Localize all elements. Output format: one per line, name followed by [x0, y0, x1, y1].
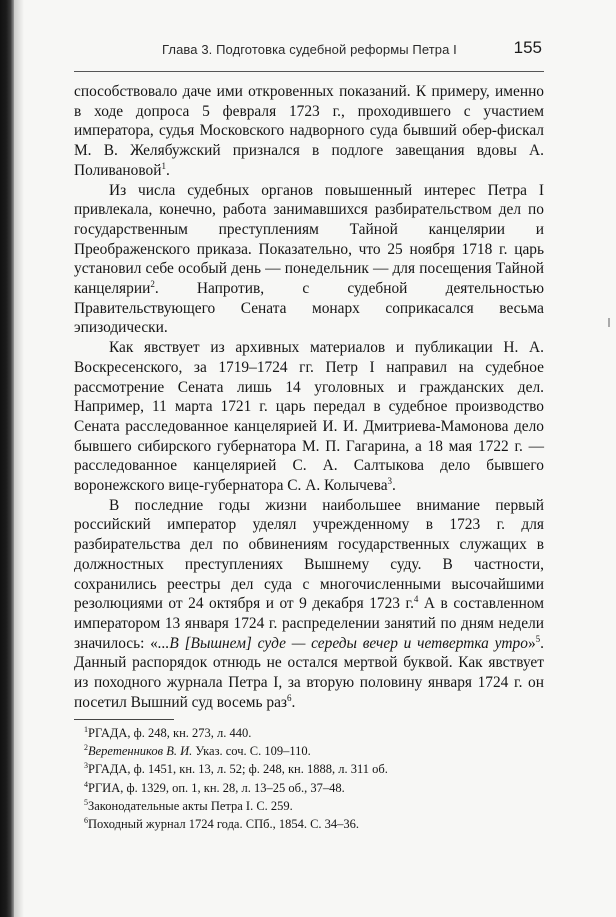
header-rule: [74, 71, 544, 72]
main-text: [74, 82, 544, 713]
footnote-5: $^5$Законодательные акты Петра I. С. 259.: [84, 797, 293, 813]
paragraph-1: способствовало даче ими откровенных показаний. К примеру, именно в ходе допроса 5 февраля 1723 г., проходившего с участием императора, судья Московского надворного суда бывший обер-фискал М. В. Желябужский признался в подлоге завещания вдовы А. Поливановой$^1$.: [74, 83, 544, 179]
page-header: [74, 37, 542, 67]
footnote-author: Веретенников В. И.: [88, 744, 193, 759]
quotation: ...В [Вышнем] суде — середы вечер и четвертка утро: [157, 634, 528, 652]
paragraph-4: В последние годы жизни наибольшее внимание первый российский император уделял учрежденному в 1723 г. для разбирательства дел по обвинениям государственных служащих в должностных преступлениях Вышнему суду. В частности, сохранились реестры дел суда с многочисленными высочайшими резолюциями от 24 октября и от 9 декабря 1723 г.$^4$ А в составленном императором 13 января 1724 г. распределении занятий по дням недели значилось: «...В [Вышнем] суде — середы вечер и четвертка утро»$^5$. Данный распорядок отнюдь не остался мертвой буквой. Как явствует из походного журнала Петра I, за вторую половину января 1724 г. он посетил Вышний суд восемь раз$^6$.: [74, 496, 545, 711]
footnote-2: $^2$Веретенников В. И. Указ. соч. С. 109–110.: [84, 743, 311, 759]
paragraph-3: Как явствует из архивных материалов и публикации Н. А. Воскресенского, за 1719–1724 гг. Петр I направил на судебное рассмотрение Сената лишь 14 уголовных и гражданских дел. Например, 11 марта 1721 г. царь передал в судебное производство Сената расследованное канцелярией И. И. Дмитриева-Мамонова дело бывшего сибирского губернатора М. П. Гагарина, а 18 мая 1722 г. — расследованное канцелярией С. А. Салтыкова дело бывшего воронежского вице-губернатора С. А. Колычева$^3$.: [74, 339, 544, 495]
footnote-ref-3: 3: [387, 475, 393, 486]
scan-artifact: [608, 318, 610, 327]
footnotes: [84, 724, 544, 833]
book-spine-edge: [0, 0, 14, 917]
footnote-1: $^1$РГАДА, ф. 248, кн. 273, л. 440.: [84, 724, 252, 740]
footnote-ref-4: 4: [413, 594, 419, 605]
running-title: Глава 3. Подготовка судебной реформы Петра I: [162, 42, 457, 57]
footnote-ref-2: 2: [150, 278, 155, 289]
footnote-ref-1: 1: [161, 160, 166, 171]
footnote-3: $^3$РГАДА, ф. 1451, кн. 13, л. 52; ф. 248, кн. 1888, л. 311 об.: [84, 761, 388, 777]
footnote-6: $^6$Походный журнал 1724 года. СПб., 1854. С. 34–36.: [84, 815, 360, 832]
footnote-4: $^4$РГИА, ф. 1329, оп. 1, кн. 28, л. 13–25 об., 37–48.: [84, 779, 345, 795]
footnote-ref-6: 6: [287, 692, 292, 703]
spine-shadow: [14, 0, 24, 917]
paragraph-2: Из числа судебных органов повышенный интерес Петра I привлекала, конечно, работа занимавшихся разбирательством дел по государственным преступлениям Тайной канцелярии и Преображенского приказа. Показательно, что 25 ноября 1718 г. царь установил себе особый день — понедельник — для посещения Тайной канцелярии$^2$. Напротив, с судебной деятельностью Правительствующего Сената монарх соприкасался весьма эпизодически.: [74, 181, 544, 337]
footnotes-rule: [74, 719, 174, 720]
page-number: 155: [513, 38, 542, 57]
footnote-ref-5: 5: [535, 633, 541, 644]
